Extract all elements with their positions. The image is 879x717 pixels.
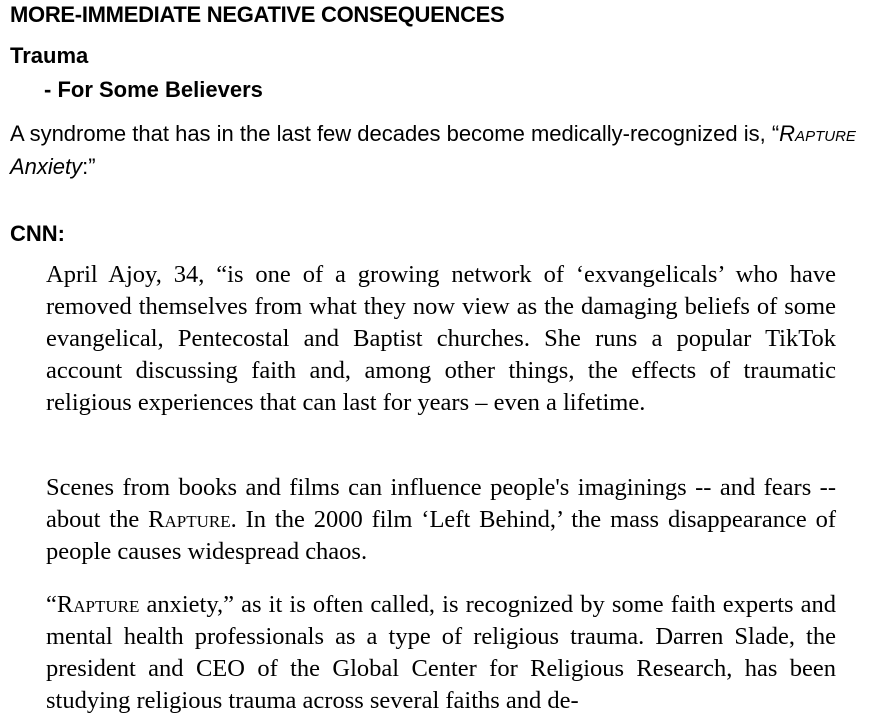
quote-p3-text: anxiety,” as it is often called, is recognized by some faith experts and mental health professionals as a type of religious trauma. Darren Slade, the president and CEO of the Global Center for Religious Research, has been studying religious trauma across several faiths and de- (46, 591, 836, 714)
section-heading: MORE-IMMEDIATE NEGATIVE CONSEQUENCES (10, 2, 505, 27)
subheading-trauma: Trauma (10, 43, 89, 68)
intro-anxiety-term: Anxiety (10, 154, 83, 179)
intro-text-end: :” (82, 154, 96, 179)
intro-text: A syndrome that has in the last few decades become medically-recognized is, “ (10, 121, 780, 146)
intro-paragraph (10, 117, 870, 183)
source-label-cnn: CNN: (10, 221, 65, 246)
quote-p2-text: Scenes from books and films can influence people's imaginings -- and fears -- about the (46, 474, 836, 533)
quote-paragraph-2 (46, 472, 836, 568)
quote-p3-open-quote: “ (46, 591, 57, 618)
quote-paragraph-3 (46, 589, 836, 717)
quote-paragraph-1: April Ajoy, 34, “is one of a growing network of ‘exvangelicals’ who have removed themselves from what they now view as the damaging beliefs of some evangelical, Pentecostal and Baptist churches. She runs a popular TikTok account discussing faith and, among other things, the effects of traumatic religious experiences that can last for years – even a lifetime. (46, 261, 836, 416)
quote-p3-rapture: Rapture (56, 591, 140, 618)
subheading-believers: - For Some Believers (44, 77, 263, 102)
quote-p2-rapture: Rapture (148, 506, 231, 533)
intro-rapture-term: Rapture (779, 121, 856, 146)
quote-p2-text-end: . In the 2000 film ‘Left Behind,’ the mass disappearance of people causes widespread chaos. (46, 506, 836, 565)
